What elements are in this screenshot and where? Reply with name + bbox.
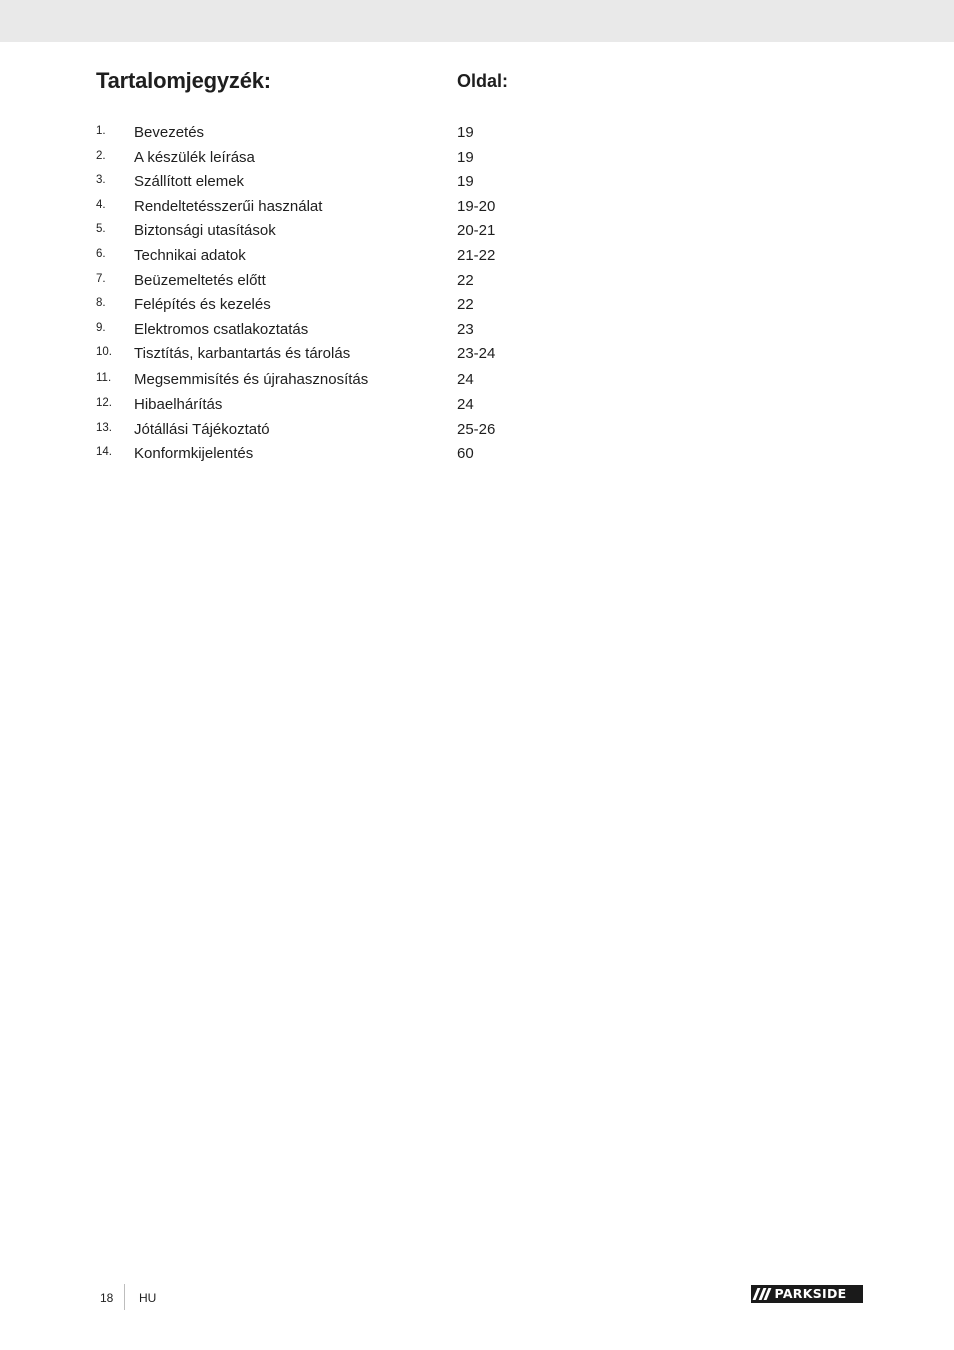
toc-item <box>96 197 596 222</box>
toc-item-number: 2. <box>96 149 106 162</box>
toc-item-page: 24 <box>457 396 474 414</box>
footer-divider <box>124 1284 125 1310</box>
toc-item <box>96 320 596 345</box>
toc-item-label: Biztonsági utasítások <box>134 222 276 240</box>
toc-item <box>96 344 596 369</box>
toc-item-page: 23 <box>457 320 474 338</box>
toc-item-label: Bevezetés <box>134 124 205 141</box>
toc-item-label: Elektromos csatlakoztatás <box>134 320 309 338</box>
toc-item <box>96 295 596 320</box>
toc-item-label: Megsemmisítés és újrahasznosítás <box>134 371 369 389</box>
toc-item-number: 4. <box>96 198 106 211</box>
toc-item-page: 21-22 <box>457 246 496 264</box>
toc-title: Tartalomjegyzék: <box>96 68 271 93</box>
toc-item-number: 1. <box>96 125 106 137</box>
toc-item-number: 12. <box>96 397 112 410</box>
toc-item <box>96 221 596 246</box>
toc-item-label: Hibaelhárítás <box>134 396 223 414</box>
toc-item-label: Rendeltetésszerűi használat <box>134 197 323 215</box>
toc-item-page: 24 <box>457 371 474 389</box>
toc-item-number: 13. <box>96 421 112 434</box>
toc-item-number: 10. <box>96 346 112 359</box>
logo-stripes-icon <box>751 1285 769 1303</box>
toc-item-page: 60 <box>457 445 474 463</box>
toc-item <box>96 370 596 395</box>
toc-item-number: 8. <box>96 297 106 310</box>
toc-item-label: A készülék leírása <box>134 148 255 166</box>
toc-item-label: Konformkijelentés <box>134 445 254 463</box>
toc-item <box>96 271 596 296</box>
toc-item-page: 19 <box>457 124 474 141</box>
toc-item-number: 9. <box>96 321 106 334</box>
toc-item-page: 25-26 <box>457 420 496 438</box>
toc-item <box>96 395 596 420</box>
toc-item-label: Felépítés és kezelés <box>134 296 271 314</box>
toc-item-label: Szállított elemek <box>134 173 245 191</box>
toc-item-number: 11. <box>96 372 112 385</box>
toc-list <box>96 123 596 469</box>
toc-item-number: 7. <box>96 272 106 285</box>
toc-item-number: 14. <box>96 446 112 459</box>
toc-item-number: 6. <box>96 247 106 260</box>
toc-item-page: 22 <box>457 271 474 289</box>
toc-item-page: 19 <box>457 148 474 166</box>
toc-item <box>96 123 596 148</box>
toc-item-label: Tisztítás, karbantartás és tárolás <box>134 345 351 363</box>
toc-item-number: 5. <box>96 223 106 236</box>
brand-name: PARKSIDE <box>774 1286 847 1301</box>
toc-item-page: 23-24 <box>457 345 496 363</box>
top-band <box>0 0 954 42</box>
toc-item-label: Jótállási Tájékoztató <box>134 420 270 438</box>
footer-page-number: 18 <box>100 1291 114 1305</box>
toc-item <box>96 148 596 173</box>
footer-language: HU <box>139 1291 157 1305</box>
toc-item-number: 3. <box>96 174 106 187</box>
toc-item <box>96 246 596 271</box>
toc-item-label: Technikai adatok <box>134 246 246 264</box>
toc-item-page: 19 <box>457 173 474 191</box>
toc-item <box>96 172 596 197</box>
toc-item <box>96 444 596 469</box>
toc-item-page: 20-21 <box>457 222 496 240</box>
toc-item-page: 22 <box>457 296 474 314</box>
toc-item <box>96 420 596 445</box>
brand-logo <box>751 1285 863 1303</box>
toc-item-label: Beüzemeltetés előtt <box>134 271 266 289</box>
toc-item-page: 19-20 <box>457 197 496 215</box>
page-column-heading: Oldal: <box>457 71 509 91</box>
